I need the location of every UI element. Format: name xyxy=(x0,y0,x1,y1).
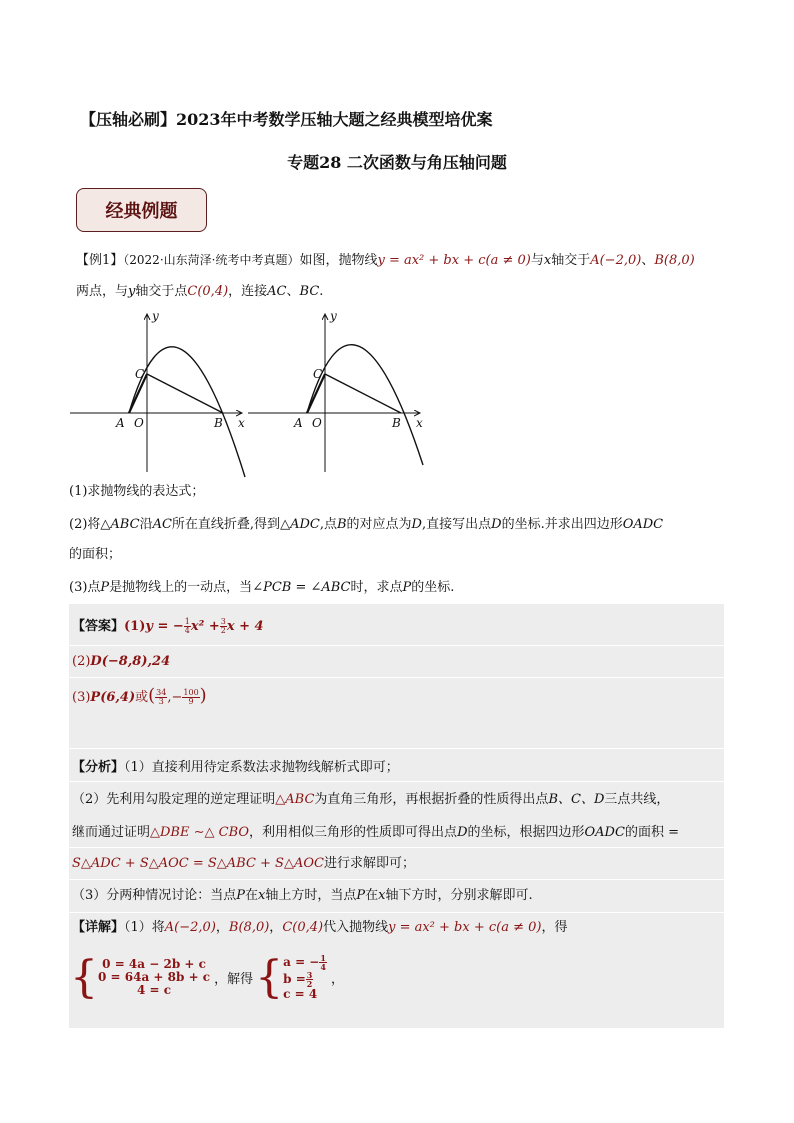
question-3 xyxy=(69,578,454,598)
fraction: $\frac{1}{4}$ xyxy=(184,617,190,635)
var: B xyxy=(336,517,347,532)
text: （2）先利用勾股定理的逆定理证明 xyxy=(72,792,276,807)
math: a = − xyxy=(283,955,320,969)
answer-3: (3)P(6,4)或( $\frac{34}{3}$ ,− $\frac{100}{9}$ ) xyxy=(72,685,207,706)
fraction: $\frac{34}{3}$ xyxy=(156,688,167,706)
source-text: （2022·山东菏泽·统考中考真题） xyxy=(123,253,300,267)
analysis-3 xyxy=(72,823,679,843)
text: 、 xyxy=(641,253,655,268)
text: 的坐标，根据四边形 xyxy=(467,825,585,840)
var: OADC xyxy=(622,517,664,532)
var: x xyxy=(258,888,266,903)
label-a: A xyxy=(294,416,303,430)
math: D(−8,8),24 xyxy=(90,654,171,669)
text: (2) xyxy=(72,654,91,669)
math: x² + xyxy=(190,619,220,634)
var: ADC xyxy=(290,517,320,532)
segment-bc xyxy=(325,374,401,413)
parabola-curve xyxy=(307,345,423,465)
var: ABC xyxy=(110,517,140,532)
text: 进行求解即可； xyxy=(323,856,415,871)
point-c: C(0,4) xyxy=(187,284,229,299)
parabola-equation: y = ax² + bx + c(a ≠ 0) xyxy=(377,253,531,268)
text: 为直角三角形，再根据折叠的性质得出点 xyxy=(314,792,549,807)
text: 的面积 = xyxy=(624,825,679,840)
var: D xyxy=(411,517,422,532)
fraction: $\frac{3}{2}$ xyxy=(220,617,226,635)
text: (1) xyxy=(124,619,146,634)
figure-right xyxy=(248,310,423,472)
point-b: B(8,0) xyxy=(654,253,695,268)
analysis-1 xyxy=(72,758,399,778)
text: 两点，与 xyxy=(76,284,129,299)
label-b: B xyxy=(392,416,401,430)
solution-values xyxy=(283,954,327,1001)
text: ,直接写出点 xyxy=(421,517,492,532)
text: 所在直线折叠,得到 xyxy=(171,517,281,532)
system-equations xyxy=(98,958,210,997)
text: (3) xyxy=(72,690,91,705)
text: 三点共线， xyxy=(604,792,670,807)
math: y = ax² + bx + c(a ≠ 0) xyxy=(388,920,542,935)
text: 在 xyxy=(365,888,379,903)
fraction: $\frac{1}{4}$ xyxy=(320,953,326,972)
label-b: B xyxy=(214,416,223,430)
math: c = 4 xyxy=(283,987,318,1001)
text: 时，求点 xyxy=(350,580,403,595)
var: D xyxy=(457,825,468,840)
text: 沿 xyxy=(139,517,153,532)
question-1: (1)求抛物线的表达式； xyxy=(69,484,205,499)
text: (3)点 xyxy=(69,580,101,595)
section-badge: 经典例题 xyxy=(76,188,207,232)
label-x: x xyxy=(416,416,423,430)
left-brace: { xyxy=(70,951,98,1003)
segment: AC xyxy=(267,284,287,299)
text: （1）直接利用待定系数法求抛物线解析式即可； xyxy=(124,760,399,775)
text: ,点 xyxy=(319,517,337,532)
var: P xyxy=(356,888,366,903)
parabola-curve xyxy=(129,347,245,477)
equation: 0 = 4a − 2b + c xyxy=(102,957,206,971)
math: P(6,4) xyxy=(90,690,136,705)
answer-1 xyxy=(72,617,264,637)
var: x xyxy=(378,888,386,903)
equation-system xyxy=(70,951,344,1003)
text: 、 xyxy=(286,284,300,299)
equation: 0 = 64a + 8b + c xyxy=(98,970,211,984)
text: 的坐标. xyxy=(411,580,455,595)
label-c: C xyxy=(135,367,145,381)
text: △ xyxy=(280,517,291,532)
math: A(−2,0) xyxy=(164,920,216,935)
text: 如图，抛物线 xyxy=(299,253,378,268)
math: b = xyxy=(283,972,306,986)
text: 轴上方时，当点 xyxy=(265,888,357,903)
text: 的坐标.并求出四边形 xyxy=(501,517,623,532)
solve-text: ，解得 xyxy=(214,972,254,987)
example-tag: 【例1】 xyxy=(76,253,124,268)
var: P xyxy=(402,580,412,595)
text: ， xyxy=(330,972,344,987)
text: ，得 xyxy=(541,920,568,935)
text: △ xyxy=(100,517,111,532)
problem-line-2 xyxy=(76,282,323,302)
math: △DBE ∼△ CBO xyxy=(150,825,250,840)
text: 是抛物线上的一动点，当 xyxy=(109,580,253,595)
text: ， xyxy=(215,920,229,935)
text: 轴交于 xyxy=(551,253,591,268)
var: y xyxy=(128,284,136,299)
var: P xyxy=(236,888,246,903)
math: △ABC xyxy=(275,792,315,807)
var: P xyxy=(100,580,110,595)
text: . xyxy=(319,284,324,299)
analysis-2 xyxy=(72,790,669,810)
analysis-4 xyxy=(72,854,415,874)
segment: BC xyxy=(299,284,320,299)
angle-condition: ∠PCB = ∠ABC xyxy=(252,580,351,595)
figure-left xyxy=(70,310,245,477)
text: 轴交于点 xyxy=(135,284,188,299)
topic-subtitle: 专题28 二次函数与角压轴问题 xyxy=(287,153,507,172)
var: OADC xyxy=(584,825,625,840)
text: 或 xyxy=(135,690,149,705)
var: B、C、D xyxy=(548,792,605,807)
text: 继而通过证明 xyxy=(72,825,151,840)
left-brace: { xyxy=(255,951,284,1003)
text: ， xyxy=(269,920,283,935)
var: x xyxy=(543,253,552,268)
text: (2)将 xyxy=(69,517,101,532)
text: ，利用相似三角形的性质即可得出点 xyxy=(249,825,458,840)
question-2-cont: 的面积； xyxy=(69,547,122,562)
var: D xyxy=(491,517,502,532)
answer-2 xyxy=(72,652,170,672)
label-a: A xyxy=(116,416,125,430)
math: y = − xyxy=(145,619,184,634)
text: （3）分两种情况讨论：当点 xyxy=(72,888,237,903)
fraction: $\frac{100}{9}$ xyxy=(183,688,199,706)
detail-1 xyxy=(72,918,567,938)
label-o: O xyxy=(134,416,144,430)
label-y: y xyxy=(330,310,337,323)
parabola-figures xyxy=(66,310,436,478)
label-c: C xyxy=(313,367,323,381)
detail-tag: 【详解】 xyxy=(72,920,125,935)
problem-line-1 xyxy=(76,250,695,271)
text: 轴下方时，分别求解即可. xyxy=(385,888,533,903)
fraction: $\frac{3}{2}$ xyxy=(306,970,313,989)
analysis-tag: 【分析】 xyxy=(72,760,125,775)
label-o: O xyxy=(312,416,322,430)
var: AC xyxy=(152,517,172,532)
math: x + 4 xyxy=(226,619,264,634)
label-x: x xyxy=(238,416,245,430)
text: 与 xyxy=(530,253,544,268)
math: B(8,0) xyxy=(228,920,270,935)
label-y: y xyxy=(152,310,159,323)
text: （1）将 xyxy=(124,920,165,935)
text: 的对应点为 xyxy=(346,517,412,532)
answer-tag: 【答案】 xyxy=(72,619,125,634)
question-2 xyxy=(69,515,663,535)
text: 在 xyxy=(245,888,259,903)
analysis-5 xyxy=(72,886,533,906)
math: C(0,4) xyxy=(282,920,324,935)
text: 代入抛物线 xyxy=(323,920,389,935)
point-a: A(−2,0) xyxy=(590,253,642,268)
text: ，连接 xyxy=(228,284,268,299)
math: S△ADC + S△AOC = S△ABC + S△AOC xyxy=(72,856,324,871)
equation: 4 = c xyxy=(137,983,172,997)
segment-bc xyxy=(147,374,223,413)
document-title: 【压轴必刷】2023年中考数学压轴大题之经典模型培优案 xyxy=(80,110,493,129)
